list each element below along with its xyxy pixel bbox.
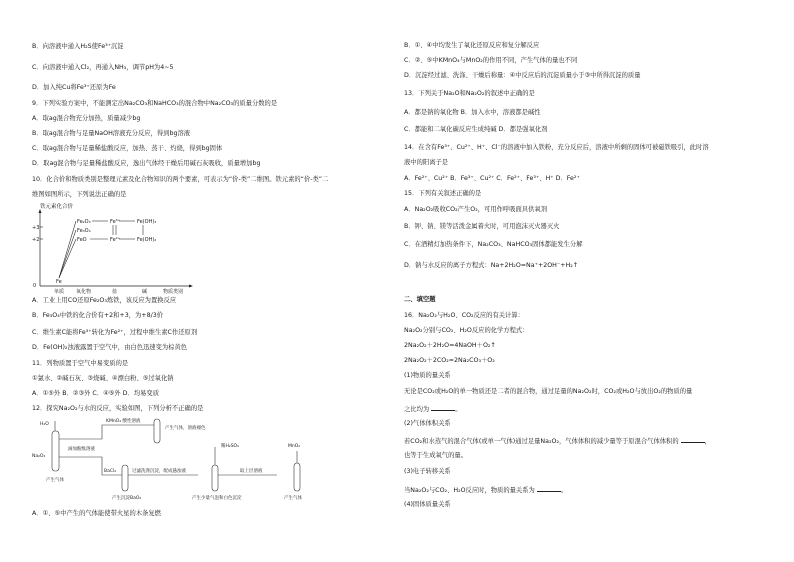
q16-part3-title: (3)电子转移关系 xyxy=(404,468,451,475)
q16-equations-intro: Na₂O₂分别与CO₂、H₂O反应的化学方程式： xyxy=(404,327,529,334)
q16-blank-3[interactable] xyxy=(537,485,561,492)
species-feo: FeO xyxy=(77,237,87,243)
label-drops: 滴加酚酞溶液 xyxy=(68,447,95,452)
q10-stem-line1: 10．化合价和物质类别是整理元素及化合物知识的两个要素，可表示为“价-类”二维图。铁元素的“价-类”二 xyxy=(32,176,329,183)
q10-option-c: C．维生素C能将Fe³⁺转化为Fe²⁺，过程中维生素C作还原剂 xyxy=(32,329,198,336)
q16-part2-line1: 若CO₂和水蒸气的混合气体(或单一气体)通过足量Na₂O₂，气体体积的减少量等于原混合气体体积的 ， xyxy=(404,438,711,445)
q9-option-d: D．取ag混合物与足量稀盐酸反应，逸出气体经干燥后用碱石灰吸收，质量增加bg xyxy=(32,160,261,167)
q12-experiment-diagram xyxy=(32,417,377,507)
xcat-oxide: 氧化物 xyxy=(76,289,92,294)
q12-option-c: C．②、⑤中KMnO₄与MnO₂的作用不同，产生气体的量也不同 xyxy=(404,57,578,64)
q8-option-b: B．向溶液中通入H₂S使Fe³⁺沉淀 xyxy=(32,43,124,50)
q14-stem-line2: 液中的阳离子是 xyxy=(404,159,449,166)
label-gas-3: 产生少量气泡和白色沉淀 xyxy=(192,496,242,501)
species-fe2o3: Fe₂O₃ xyxy=(77,219,91,225)
xcat-base: 碱 xyxy=(142,289,148,294)
q15-option-d: D．钠与水反应的离子方程式：Na+2H₂O=Na⁺+2OH⁻+H₂↑ xyxy=(404,262,579,269)
iron-valence-class-chart xyxy=(30,200,200,294)
q11-items: ①氯水、②碱石灰、③烧碱、④漂白粉、⑤过氧化钠 xyxy=(32,375,174,382)
species-fe3o4: Fe₃O₄ xyxy=(77,228,91,234)
q15-stem: 15．下列有关叙述正确的是 xyxy=(404,190,482,197)
q11-stem: 11．列物质置于空气中易变质的是 xyxy=(32,360,129,367)
q16-part1-line2: 之比均为 。 xyxy=(404,406,462,413)
label-step: 过滤洗涤沉淀，配成悬浊液 xyxy=(132,469,186,474)
label-kmno4: KMnO₄ 酸性溶液 xyxy=(106,419,141,424)
species-feoh2: Fe(OH)₂ xyxy=(137,237,157,243)
q14-options: A．Fe²⁺、Cu²⁺ B．Fe³⁺、Cu²⁺ C．Fe²⁺、Fe³⁺、H⁺ D．Fe²⁺ xyxy=(404,175,580,182)
q15-option-b: B．钾、钠、镁等活泼金属着火时，可用泡沫灭火器灭火 xyxy=(404,223,560,230)
q16-part1-title: (1)物质的量关系 xyxy=(404,372,451,379)
ytick-plus2: +2 xyxy=(32,237,40,243)
q9-option-b: B．取ag混合物与足量NaOH溶液充分反应，得到bg溶液 xyxy=(32,130,191,137)
q16-blank-1[interactable] xyxy=(431,404,455,411)
q9-option-c: C．取ag混合物与足量稀盐酸反应，加热、蒸干、灼烧，得到bg固体 xyxy=(32,145,223,152)
q16-part3-line1: 当Na₂O₂与CO₂、H₂O反应时，物质的量关系为 。 xyxy=(404,487,568,494)
ytick-zero: 0 xyxy=(33,283,37,289)
label-gas-2: 产生气体，溶液褪色 xyxy=(165,426,206,431)
species-fe3plus: Fe³⁺ xyxy=(110,219,121,225)
label-precip: 产生沉淀BaO₂ xyxy=(112,496,142,501)
q9-stem: 9．下列实验方案中，不能测定出Na₂CO₃和NaHCO₃的混合物中Na₂CO₃的质量分数的是 xyxy=(32,100,278,107)
q9-option-a: A．取ag混合物充分加热，质量减少bg xyxy=(32,115,141,122)
q8-option-c: C．向溶液中通入Cl₂，再通入NH₃，调节pH为4~5 xyxy=(32,64,174,71)
q16-equation-2: 2Na₂O₂＋2CO₂=2Na₂CO₃＋O₂ xyxy=(404,357,495,364)
q11-options: A．①⑤外 B．②③外 C．④⑤外 D．均易变质 xyxy=(32,390,160,397)
q10-option-a: A．工业上用CO还原Fe₂O₃炼铁，该反应为置换反应 xyxy=(32,297,177,304)
q13-options-cd: C．都能和二氧化碳反应生成纯碱 D．都是强氧化剂 xyxy=(404,126,548,133)
label-gas-1: 产生气体 xyxy=(46,478,64,483)
label-bacl2: BaCl₂ xyxy=(104,469,117,474)
q10-stem-line2: 维图如图所示，下列说法正确的是 xyxy=(32,191,127,198)
label-mno2: MnO₂ xyxy=(288,444,301,449)
label-h2so4: 稀H₂SO₄ xyxy=(221,444,239,449)
label-upper: 取上层溶液 xyxy=(240,469,263,474)
chart-ylabel: 铁元素化合价 xyxy=(40,204,74,210)
q12-option-b: B．①、④中均发生了氧化还原反应和复分解反应 xyxy=(404,42,540,49)
q10-option-d: D．Fe(OH)₂浊液露置于空气中，由白色迅速变为棕黄色 xyxy=(32,344,188,351)
label-gas-4: 产生气体 xyxy=(284,496,302,501)
q13-stem: 13．下列关于Na₂O和Na₂O₂的叙述中正确的是 xyxy=(404,90,535,97)
q16-stem: 16．Na₂O₂与H₂O、CO₂反应的有关计算： xyxy=(404,312,524,319)
q12-option-d: D．沉淀经过滤、洗涤、干燥后称量：④中反应后的沉淀质量小于③中所得沉淀的质量 xyxy=(404,72,641,79)
q16-part2-title: (2)气体体积关系 xyxy=(404,420,451,427)
ytick-plus3: +3 xyxy=(32,225,40,231)
species-fe2plus: Fe²⁺ xyxy=(110,237,121,243)
q16-part1-line1: 无论是CO₂或H₂O的单一物质还是二者的混合物，通过足量的Na₂O₂时，CO₂或H₂O与放出O₂的物质的量 xyxy=(404,388,693,395)
q16-part1-text: 之比均为 xyxy=(404,406,430,413)
species-feoh3: Fe(OH)₃ xyxy=(137,219,157,225)
q15-option-c: C．在酒精灯加热条件下，Na₂CO₃、NaHCO₃固体都能发生分解 xyxy=(404,241,583,248)
label-h2o: H₂O xyxy=(40,422,49,427)
xcat-class: 物质类别 xyxy=(163,289,184,294)
section-fill-blank: 二、填空题 xyxy=(404,296,436,303)
q14-stem-line1: 14．在含有Fe³⁺、Cu²⁺、H⁺、Cl⁻的溶液中加入铁粉，充分反应后，溶液中所剩的固体可被磁铁吸引，此时溶 xyxy=(404,144,709,151)
q16-part3-text: 当Na₂O₂与CO₂、H₂O反应时，物质的量关系为 xyxy=(404,487,535,494)
q15-option-a: A．Na₂O₂吸收CO₂产生O₂，可用作呼吸面具供氧剂 xyxy=(404,206,547,213)
xcat-element: 单质 xyxy=(54,289,65,294)
q8-option-d: D．加入纯Cu将Fe³⁺还原为Fe xyxy=(32,84,116,91)
q12-option-a: A．①、⑤中产生的气体能使带火星的木条复燃 xyxy=(32,510,161,517)
q16-part2-line2: 也等于生成氧气的量。 xyxy=(404,452,467,459)
q12-stem: 12．探究Na₂O₂与水的反应，实验如图，下列分析不正确的是 xyxy=(32,405,204,412)
q16-part4-title: (4)固体质量关系 xyxy=(404,501,451,508)
q10-option-b: B．Fe₃O₄中铁的化合价有+2和+3，为+8/3价 xyxy=(32,312,164,319)
q16-blank-2[interactable] xyxy=(681,436,705,443)
q16-part2-text: 若CO₂和水蒸气的混合气体(或单一气体)通过足量Na₂O₂，气体体积的减少量等于原混合气体体积的 xyxy=(404,438,679,445)
species-fe: Fe xyxy=(56,279,62,285)
q13-options-ab: A．都是钠的氧化物 B．加入水中，溶液都是碱性 xyxy=(404,109,541,116)
xcat-salt: 盐 xyxy=(112,289,118,294)
label-na2o2: Na₂O₂ xyxy=(32,454,46,459)
q16-equation-1: 2Na₂O₂＋2H₂O=4NaOH＋O₂↑ xyxy=(404,342,496,349)
